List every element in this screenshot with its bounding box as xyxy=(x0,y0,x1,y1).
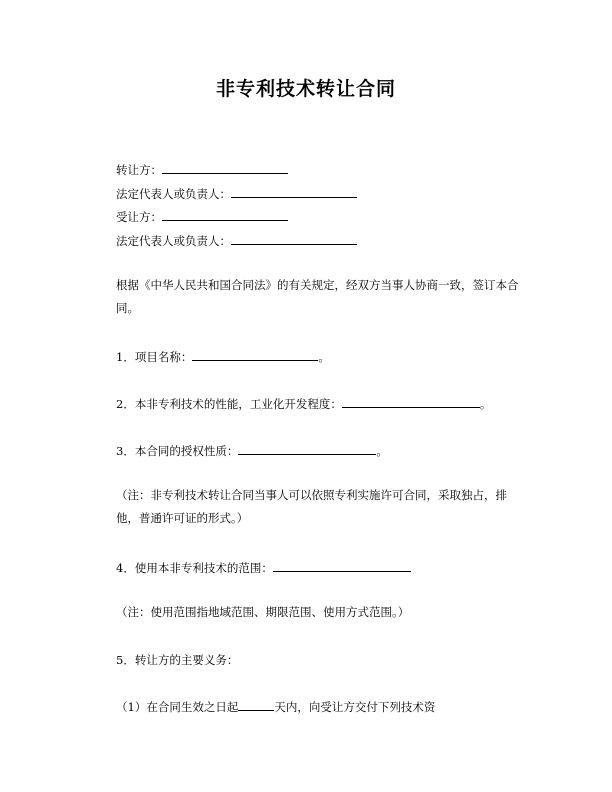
clause-5-sub-1 xyxy=(116,699,435,714)
party-transferee xyxy=(116,209,288,224)
clause-label: 3．本合同的授权性质： xyxy=(116,444,239,458)
party-label: 转让方： xyxy=(116,163,162,177)
party-transferee-representative xyxy=(116,233,357,248)
note-license-type xyxy=(92,484,524,530)
clause-end: 。 xyxy=(318,350,330,364)
clause-label: 1．项目名称： xyxy=(116,350,193,364)
fill-blank[interactable] xyxy=(273,560,411,572)
fill-blank[interactable] xyxy=(162,209,288,221)
clause-label: 5．转让方的主要义务： xyxy=(116,653,239,667)
note-text: （注：使用范围指地域范围、期限范围、使用方式范围。） xyxy=(116,605,410,619)
preamble-text: 根据《中华人民共和国合同法》的有关规定，经双方当事人协商一致，签订本合同。 xyxy=(116,278,519,315)
clause-2 xyxy=(116,396,491,411)
fill-blank[interactable] xyxy=(238,443,376,455)
note-usage-scope xyxy=(116,605,409,619)
page-title: 非专利技术转让合同 xyxy=(215,78,396,100)
party-label: 法定代表人或负责人： xyxy=(116,234,231,248)
fill-blank[interactable] xyxy=(342,396,480,408)
clause-1 xyxy=(116,349,330,364)
clause-label: （1）在合同生效之日起 xyxy=(116,700,239,714)
note-text: （注：非专利技术转让合同当事人可以依照专利实施许可合同，采取独占，排他，普通许可证的形式。） xyxy=(116,488,507,525)
fill-blank[interactable] xyxy=(231,233,357,245)
party-transferor xyxy=(116,162,288,177)
clause-5 xyxy=(116,653,238,667)
clause-3 xyxy=(116,443,388,458)
party-transferor-representative xyxy=(116,186,357,201)
fill-blank[interactable] xyxy=(192,349,318,361)
clause-end: 。 xyxy=(376,444,388,458)
party-label: 法定代表人或负责人： xyxy=(116,187,231,201)
clause-end: 。 xyxy=(479,397,492,411)
fill-blank[interactable] xyxy=(231,186,357,198)
clause-label: 2．本非专利技术的性能，工业化开发程度： xyxy=(116,397,342,411)
preamble-paragraph xyxy=(92,274,524,320)
clause-label: 4．使用本非专利技术的范围： xyxy=(116,561,273,575)
fill-blank[interactable] xyxy=(238,699,274,711)
clause-continuation: 天内，向受让方交付下列技术资 xyxy=(274,700,436,714)
party-label: 受让方： xyxy=(116,210,162,224)
fill-blank[interactable] xyxy=(162,162,288,174)
clause-4 xyxy=(116,560,411,575)
